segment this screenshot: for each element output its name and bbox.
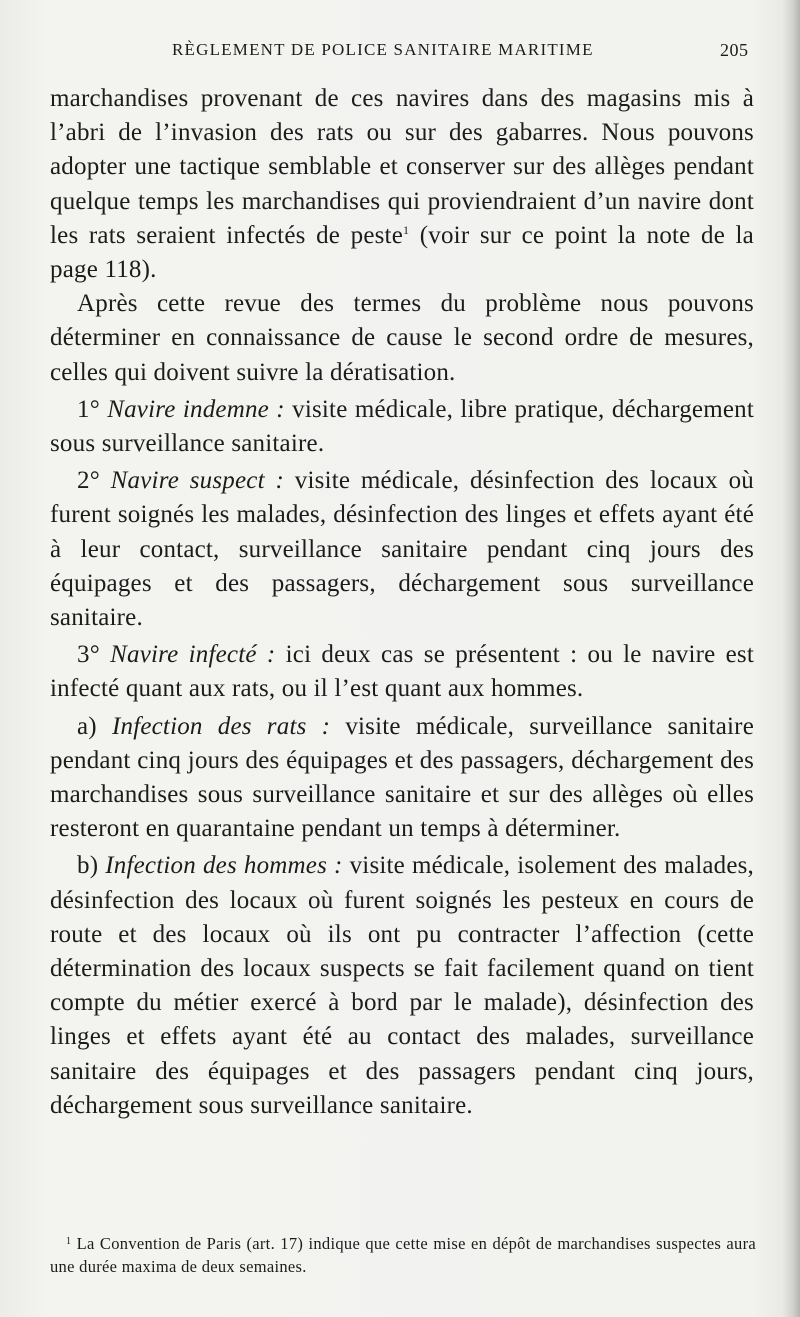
item-navire-suspect: 2° Navire suspect : visite médicale, désinfection des locaux où furent soignés les malades, désinfection des linges et effets ayant été à leur contact, surveillance sanitaire pendant cinq jours des équipages et des passagers, déchargement sous surveillance sanitaire. [50, 467, 754, 632]
subitem-infection-hommes: b) Infection des hommes : visite médicale, isolement des malades, désinfection des locaux où furent soignés les pesteux en cours de route et des locaux où ils ont pu contracter l’affection (cette détermination des locaux suspects se fait facilement quand on tient compte du métier exercé à bord par le malade), désinfection des linges et effets ayant été au contact des malades, surveillance sanitaire des équipages et des passagers pendant cinq jours, déchargement sous surveillance sanitaire. [50, 852, 755, 1119]
paragraph-second-order: Après cette revue des termes du problème nous pouvons déterminer en connaissance de cause le second ordre de mesures, celles qui doivent suivre la dératisation. [50, 290, 754, 386]
item-label: Navire indemne : [107, 395, 285, 423]
footnote-marker: 1 [66, 1236, 72, 1247]
footnote [50, 1232, 756, 1278]
item-number: 1° [77, 395, 100, 423]
item-number: 3° [77, 641, 100, 669]
subitem-letter: a) [77, 712, 97, 740]
subitem-label: Infection des hommes : [105, 852, 343, 880]
item-navire-indemne: 1° Navire indemne : visite médicale, libre pratique, déchargement sous surveillance sanitaire. [50, 395, 754, 458]
item-label: Navire suspect : [110, 467, 285, 495]
running-title: RÈGLEMENT DE POLICE SANITAIRE MARITIME [172, 40, 594, 59]
item-number: 2° [77, 467, 100, 495]
page-edge-shadow [782, 0, 800, 1317]
subitem-letter: b) [77, 852, 99, 880]
page-number: 205 [720, 40, 749, 60]
item-label: Navire infecté : [110, 641, 276, 669]
subitem-infection-rats: a) Infection des rats : visite médicale, surveillance sanitaire pendant cinq jours des équipages et des passagers, déchargement des marchandises sous surveillance sanitaire et sur des allèges où elles resteront en quarantaine pendant un temps à déterminer. [50, 712, 755, 843]
paragraph-continuation: marchandises provenant de ces navires dans des magasins mis à l’abri de l’invasion des rats ou sur des gabarres. Nous pouvons adopter une tactique semblable et conserver sur des allèges pendant quelque temps les marchandises qui proviendraient d’un navire dont les rats seraient infectés de peste$^1$ (voir sur ce point la note de la page 118). [50, 85, 754, 284]
item-navire-infecte: 3° Navire infecté : ici deux cas se présentent : ou le navire est infecté quant aux rats, ou il l’est quant aux hommes. [50, 641, 755, 703]
footnote-reference: 1 [403, 222, 410, 237]
main-text [50, 82, 754, 1123]
footnote-text: La Convention de Paris (art. 17) indique que cette mise en dépôt de marchandises suspectes aura une durée maxima de deux semaines. [50, 1234, 756, 1276]
subitem-label: Infection des rats : [111, 712, 331, 740]
